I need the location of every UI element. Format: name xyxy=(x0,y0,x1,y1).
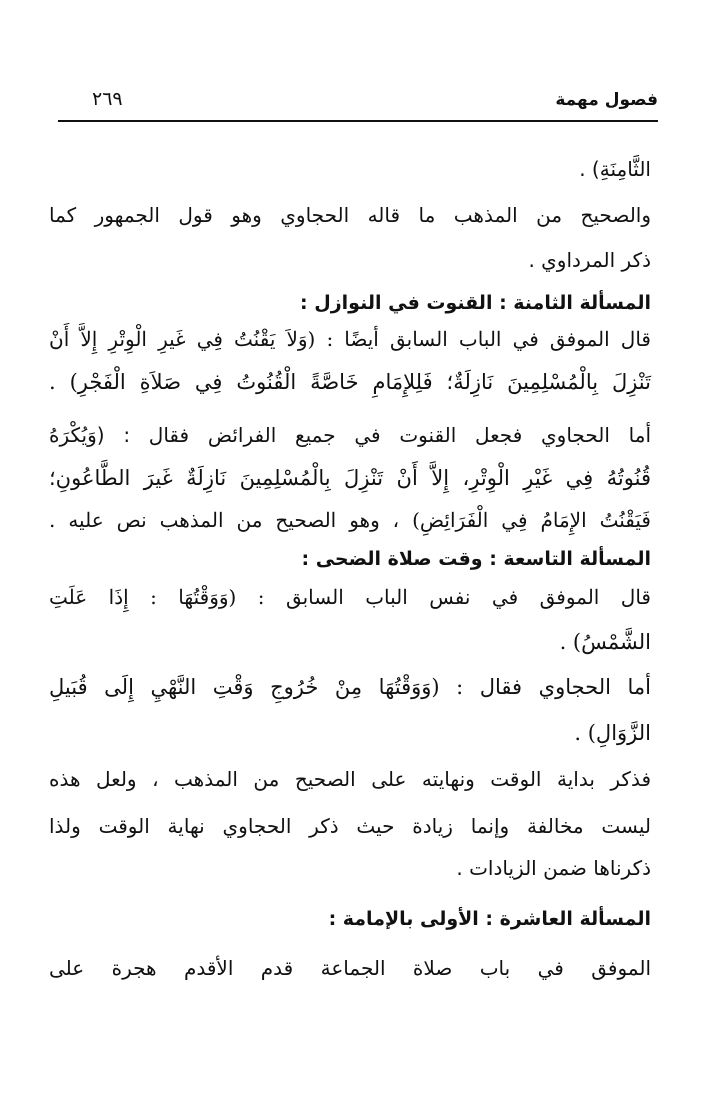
running-title: فصول مهمة xyxy=(555,90,658,110)
text-line: ذكر المرداوي . xyxy=(528,248,651,272)
text-line: الزَّوَالِ) . xyxy=(574,721,651,745)
text-line: قال الموفق في الباب السابق أيضًا : (وَلاَ يَقْنُتُ فِي غَيرِ الْوِتْرِ إِلاَّ أَنْ xyxy=(49,327,651,351)
text-line: الشَّمْسُ) . xyxy=(559,630,651,654)
section-heading: المسألة العاشرة : الأولى بالإمامة : xyxy=(328,908,651,930)
text-line: فذكر بداية الوقت ونهايته على الصحيح من المذهب ، ولعل هذه xyxy=(49,767,651,791)
text-line: ليست مخالفة وإنما زيادة حيث ذكر الحجاوي نهاية الوقت ولذا xyxy=(49,814,651,838)
text-line: والصحيح من المذهب ما قاله الحجاوي وهو قول الجمهور كما xyxy=(49,203,651,227)
section-heading: المسألة التاسعة : وقت صلاة الضحى : xyxy=(301,548,651,570)
text-line: فَيَقْنُتُ الإِمَامُ فِي الْفَرَائِضِ) ، وهو الصحيح من المذهب نص عليه . xyxy=(49,508,651,532)
text-line: الثَّامِنَةِ) . xyxy=(579,157,651,181)
text-line: أما الحجاوي فقال : (وَوَقْتُهَا مِنْ خُرُوجِ وَقْتِ النَّهْيِ إِلَى قُبَيلِ xyxy=(49,675,651,699)
text-line: تَنْزِلَ بِالْمُسْلِمِينَ نَازِلَةٌ؛ فَلِلإِمَامِ خَاصَّةً الْقُنُوتُ فِي صَلاَةِ الْفَجْرِ) . xyxy=(49,370,651,394)
header-rule xyxy=(58,120,658,122)
page-number: ٢٦٩ xyxy=(92,88,123,110)
text-line: ذكرناها ضمن الزيادات . xyxy=(456,856,651,880)
page-header xyxy=(58,88,658,122)
text-line: الموفق في باب صلاة الجماعة قدم الأقدم هجرة على xyxy=(49,956,651,980)
section-heading: المسألة الثامنة : القنوت في النوازل : xyxy=(300,292,651,314)
text-line: أما الحجاوي فجعل القنوت في جميع الفرائض فقال : (وَيُكْرَهُ xyxy=(49,423,651,447)
text-line: قال الموفق في نفس الباب السابق : (وَوَقْتُهَا : إِذَا عَلَتِ xyxy=(49,585,651,609)
text-line: قُنُوتُهُ فِي غَيْرِ الْوِتْرِ، إِلاَّ أَنْ تَنْزِلَ بِالْمُسْلِمِينَ نَازِلَةٌ غَيرَ الطَّاعُونِ؛ xyxy=(49,466,651,490)
